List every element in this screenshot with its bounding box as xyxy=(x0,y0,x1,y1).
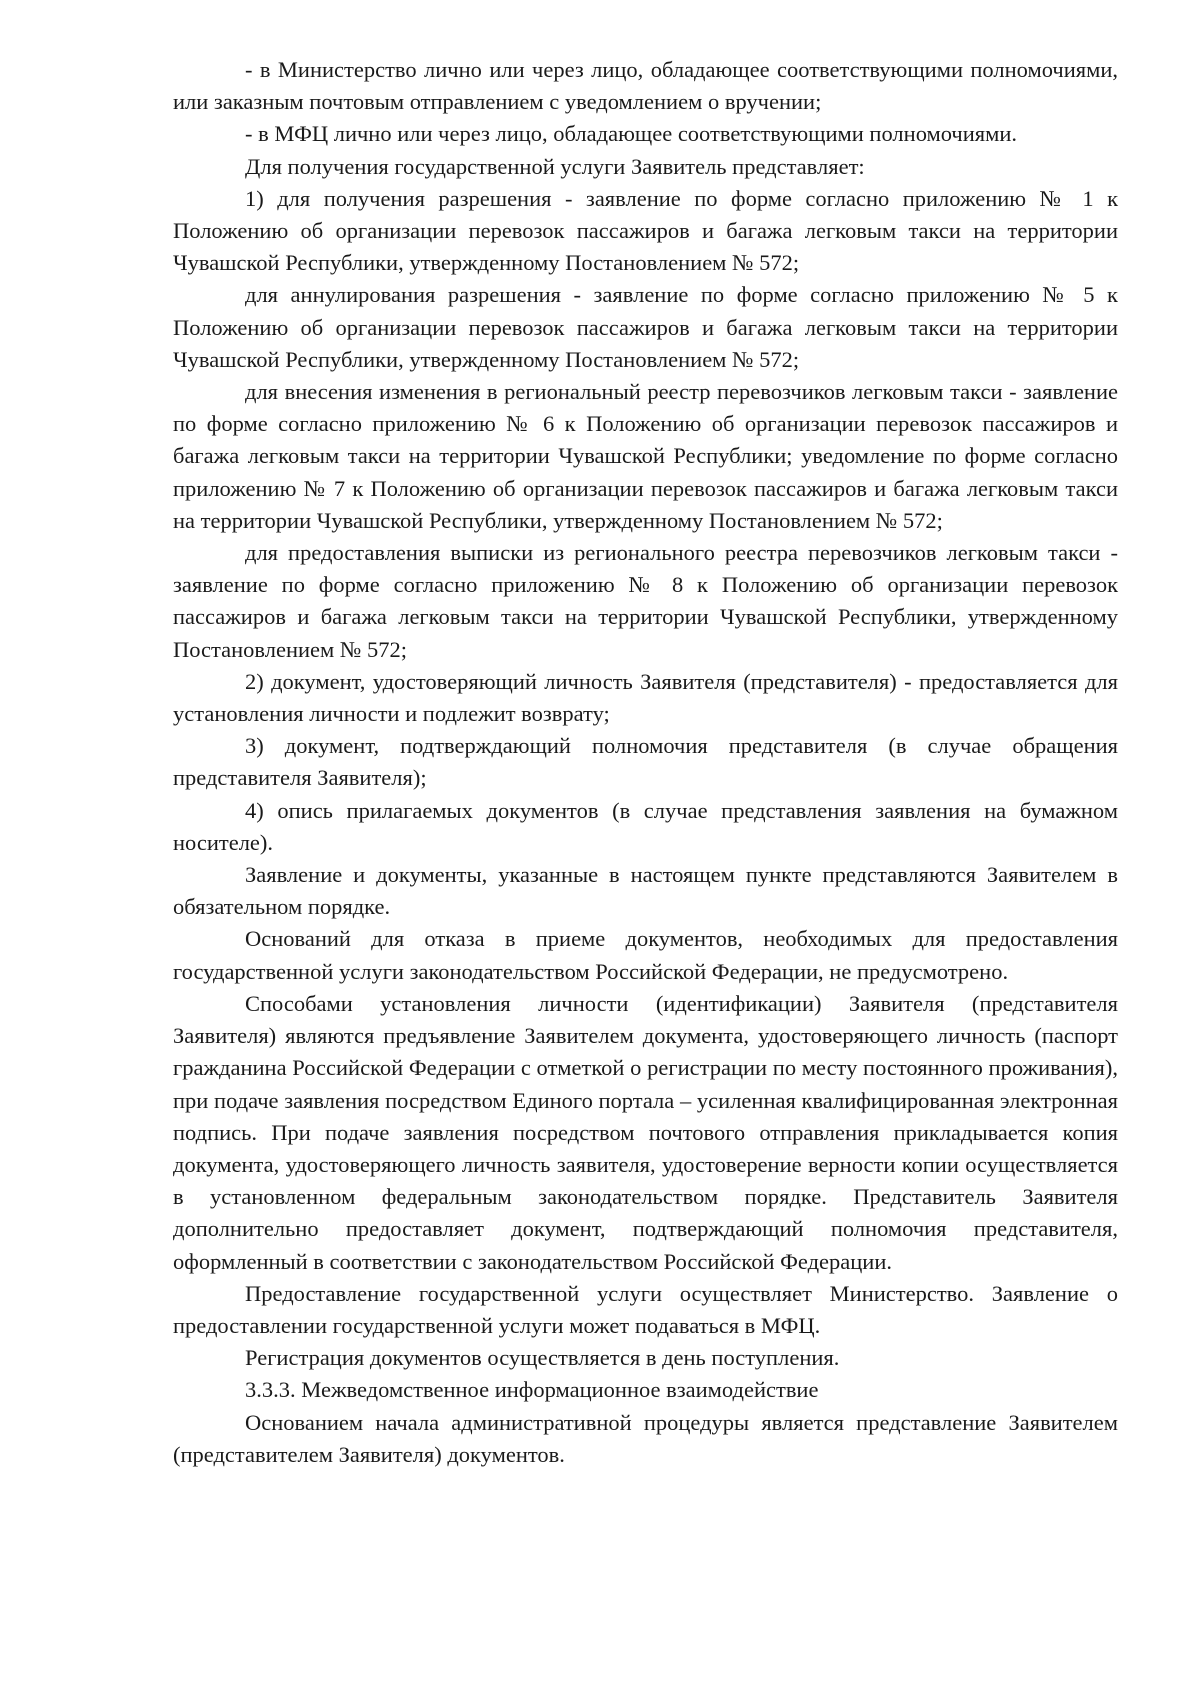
paragraph-submission-mfc: - в МФЦ лично или через лицо, обладающее соответствующими полномочиями. xyxy=(245,121,1018,147)
paragraph-item-2-identity-document: 2) документ, удостоверяющий личность Заявителя (представителя) - предоставляется для установления личности и подлежит возврату; xyxy=(173,668,1118,727)
paragraph-permit-annulment: для аннулирования разрешения - заявление по форме согласно приложению № 5 к Положению об организации перевозок пассажиров и багажа легковым такси на территории Чувашской Республики, утвержденному Постановлением № 572; xyxy=(173,282,1118,372)
paragraph-item-3-authority-document: 3) документ, подтверждающий полномочия представителя (в случае обращения представителя Заявителя); xyxy=(173,733,1118,791)
paragraph-item-4-inventory: 4) опись прилагаемых документов (в случае представления заявления на бумажном носителе). xyxy=(173,797,1118,855)
document-body xyxy=(173,54,1118,1471)
section-heading-3-3-3: 3.3.3. Межведомственное информационное взаимодействие xyxy=(245,1377,819,1403)
paragraph-item-1-permit: 1) для получения разрешения - заявление по форме согласно приложению № 1 к Положению об организации перевозок пассажиров и багажа легковым такси на территории Чувашской Республики, утвержденному Постановлением № 572; xyxy=(173,185,1118,276)
paragraph-service-provider: Предоставление государственной услуги осуществляет Министерство. Заявление о предоставлении государственной услуги может подаваться в МФЦ. xyxy=(173,1280,1118,1338)
paragraph-submission-ministry: - в Министерство лично или через лицо, обладающее соответствующими полномочиями, или заказным почтовым отправлением с уведомлением о вручении; xyxy=(173,57,1118,115)
paragraph-registry-extract: для предоставления выписки из регионального реестра перевозчиков легковым такси - заявление по форме согласно приложению № 8 к Положению об организации перевозок пассажиров и багажа легковым такси на территории Чувашской Республики, утвержденному Постановлением № 572; xyxy=(173,540,1118,662)
paragraph-no-refusal-grounds: Оснований для отказа в приеме документов, необходимых для предоставления государственной услуги законодательством Российской Федерации, не предусмотрено. xyxy=(173,926,1118,984)
paragraph-mandatory-documents: Заявление и документы, указанные в настоящем пункте представляются Заявителем в обязательном порядке. xyxy=(173,862,1118,920)
paragraph-applicant-provides: Для получения государственной услуги Заявитель представляет: xyxy=(245,153,865,179)
paragraph-procedure-basis: Основанием начала административной процедуры является представление Заявителем (представителем Заявителя) документов. xyxy=(173,1409,1118,1467)
paragraph-registry-changes: для внесения изменения в региональный реестр перевозчиков легковым такси - заявление по форме согласно приложению № 6 к Положению об организации перевозок пассажиров и багажа легковым такси на территории Чувашской Республики; уведомление по форме согласно приложению № 7 к Положению об организации перевозок пассажиров и багажа легковым такси на территории Чувашской Республики, утвержденному Постановлением № 572; xyxy=(173,379,1118,533)
paragraph-identification-methods: Способами установления личности (идентификации) Заявителя (представителя Заявителя) являются предъявление Заявителем документа, удостоверяющего личность (паспорт гражданина Российской Федерации с отметкой о регистрации по месту постоянного проживания), при подаче заявления посредством Единого портала – усиленная квалифицированная электронная подпись. При подаче заявления посредством почтового отправления прикладывается копия документа, удостоверяющего личность заявителя, удостоверение верности копии осуществляется в установленном федеральным законодательством порядке. Представитель Заявителя дополнительно предоставляет документ, подтверждающий полномочия представителя, оформленный в соответствии с законодательством Российской Федерации. xyxy=(173,990,1118,1274)
paragraph-registration: Регистрация документов осуществляется в день поступления. xyxy=(245,1345,840,1371)
